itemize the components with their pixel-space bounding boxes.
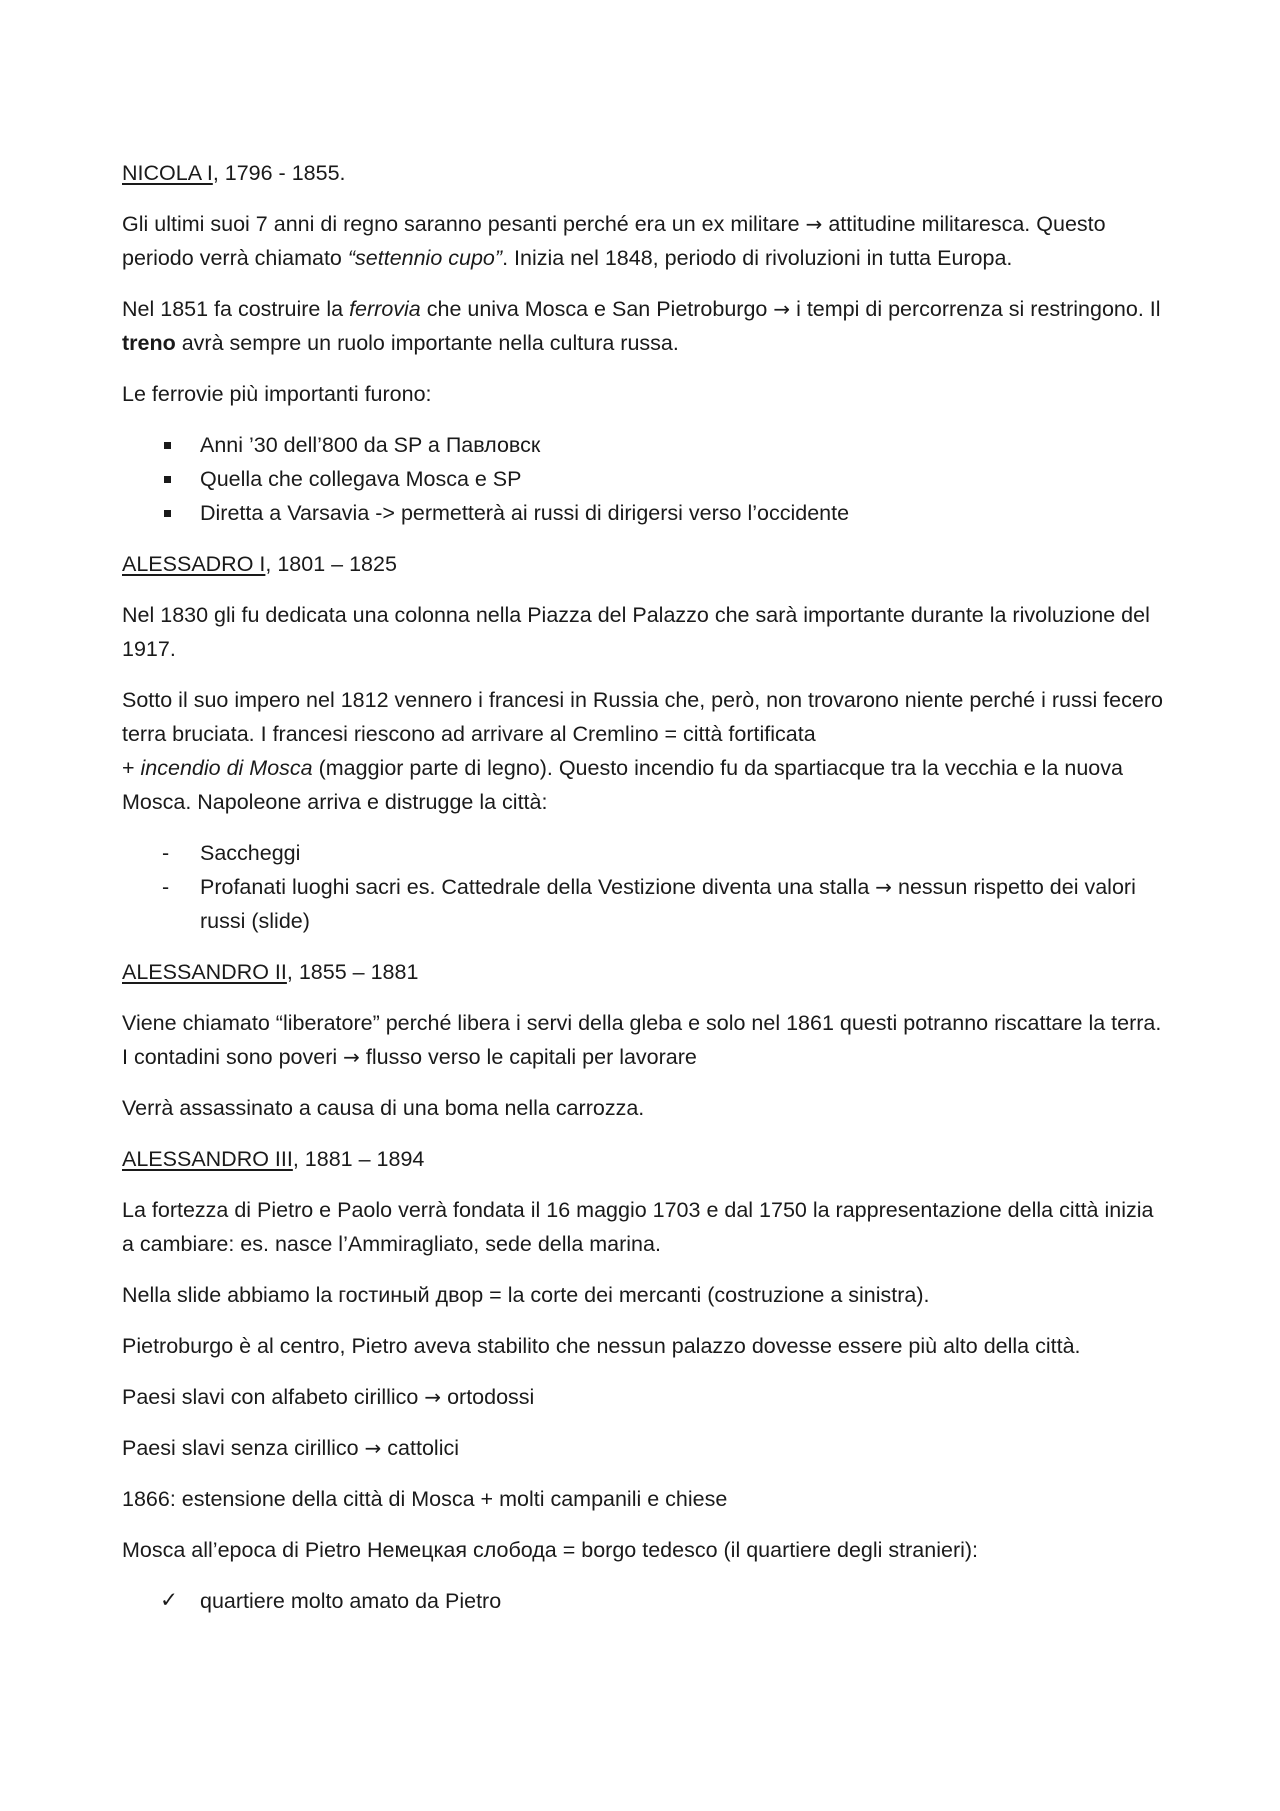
text: avrà sempre un ruolo importante nella cultura russa.: [175, 331, 679, 355]
list-item-text: nessun rispetto dei valori russi (slide): [200, 875, 1136, 933]
heading-name: ALESSADRO I: [122, 552, 266, 576]
paragraph-colonna: Nel 1830 gli fu dedicata una colonna nella Piazza del Palazzo che sarà importante durante la rivoluzione del 1917.: [122, 603, 1150, 661]
list-item: [122, 428, 1167, 462]
napoleon-list: [122, 836, 1167, 938]
text: Paesi slavi con alfabeto cirillico: [122, 1385, 425, 1409]
list-item-text: Anni ’30 dell’800 da SP a Павловск: [200, 433, 541, 457]
paragraph-nemeckaya: Mosca all’epoca di Pietro Немецкая слобода = borgo tedesco (il quartiere degli stranieri):: [122, 1538, 979, 1562]
text: Sotto il suo impero nel 1812 vennero i francesi in Russia che, però, non trovarono niente perché i russi fecero terra bruciata. I francesi riescono ad arrivare al Cremlino = città fortificata: [122, 688, 1163, 746]
text: cattolici: [381, 1436, 459, 1460]
arrow-right-icon: →: [424, 1385, 442, 1409]
italic-text: “settennio cupo”: [347, 246, 503, 270]
paragraph-cattolici: [122, 1431, 1167, 1465]
text: i tempi di percorrenza si restringono. Il: [790, 297, 1161, 321]
paragraph-1866: 1866: estensione della città di Mosca + molti campanili e chiese: [122, 1487, 728, 1511]
paragraph-pietroburgo: Pietroburgo è al centro, Pietro aveva stabilito che nessun palazzo dovesse essere più alto della città.: [122, 1334, 1081, 1358]
check-list: [122, 1584, 1167, 1618]
arrow-right-icon: →: [364, 1436, 382, 1460]
list-item: [122, 462, 1167, 496]
heading-alessandro-2: [122, 955, 1167, 989]
list-item-text: Saccheggi: [200, 841, 301, 865]
paragraph-fortezza: La fortezza di Pietro e Paolo verrà fondata il 16 maggio 1703 e dal 1750 la rappresentazione della città inizia a cambiare: es. nasce l’Ammiragliato, sede della marina.: [122, 1198, 1154, 1256]
list-item-text: Profanati luoghi sacri es. Cattedrale della Vestizione diventa una stalla: [200, 875, 876, 899]
checkmark-icon: ✓: [160, 1588, 179, 1613]
list-item: [122, 496, 1167, 530]
heading-dates: , 1855 – 1881: [286, 960, 419, 984]
paragraph-ferrovia: [122, 292, 1167, 360]
heading-nicola-dates: , 1796 - 1855.: [212, 161, 346, 185]
railways-list: [122, 428, 1167, 530]
text: Viene chiamato “liberatore” perché libera i servi della gleba e solo nel 1861 questi potranno riscattare la terra. I contadini sono poveri: [122, 1011, 1162, 1069]
text: che univa Mosca e San Pietroburgo: [420, 297, 774, 321]
heading-nicola: [122, 156, 1167, 190]
text: attitudine militaresca. Questo periodo verrà chiamato: [122, 212, 1106, 270]
list-item: [122, 870, 1167, 938]
list-item: [122, 836, 1167, 870]
list-item-text: quartiere molto amato da Pietro: [200, 1589, 502, 1613]
italic-text: ferrovia: [349, 297, 421, 321]
italic-text: incendio di Mosca: [140, 756, 313, 780]
arrow-right-icon: →: [875, 875, 893, 899]
document-page: [122, 156, 1167, 1635]
dash-bullet: -: [162, 875, 170, 899]
paragraph-ortodossi: [122, 1380, 1167, 1414]
paragraph-gostiny-dvor: Nella slide abbiamo la гостиный двор = la corte dei mercanti (costruzione a sinistra).: [122, 1283, 930, 1307]
bold-text: treno: [122, 331, 176, 355]
square-bullet-icon: [164, 476, 171, 483]
list-item-text: Quella che collegava Mosca e SP: [200, 467, 522, 491]
heading-dates: , 1801 – 1825: [265, 552, 397, 576]
arrow-right-icon: →: [343, 1045, 360, 1069]
text: (maggior parte di legno). Questo incendio fu da spartiacque tra la vecchia e la nuova Mosca. Napoleone arriva e distrugge la città:: [122, 756, 1123, 814]
paragraph-liberatore: [122, 1006, 1167, 1074]
text: . Inizia nel 1848, periodo di rivoluzioni in tutta Europa.: [502, 246, 1013, 270]
text: ortodossi: [441, 1385, 535, 1409]
square-bullet-icon: [164, 442, 171, 449]
paragraph-assassinato: Verrà assassinato a causa di una boma nella carrozza.: [122, 1096, 645, 1120]
text: Nel 1851 fa costruire la: [122, 297, 350, 321]
square-bullet-icon: [164, 510, 171, 517]
text: Paesi slavi senza cirillico: [122, 1436, 365, 1460]
heading-nicola-name: NICOLA I: [122, 161, 213, 185]
arrow-right-icon: →: [805, 212, 823, 236]
text: flusso verso le capitali per lavorare: [359, 1045, 697, 1069]
list-item-text: Diretta a Varsavia -> permetterà ai russi di dirigersi verso l’occidente: [200, 501, 850, 525]
heading-name: ALESSANDRO III: [122, 1147, 293, 1171]
paragraph-settennio: [122, 207, 1167, 275]
dash-bullet: -: [162, 841, 170, 865]
text: +: [122, 756, 141, 780]
paragraph-ferrovie-intro: Le ferrovie più importanti furono:: [122, 382, 432, 406]
heading-alessandro-1: [122, 547, 1167, 581]
paragraph-francesi: [122, 683, 1167, 819]
arrow-right-icon: →: [773, 297, 791, 321]
heading-dates: , 1881 – 1894: [292, 1147, 425, 1171]
heading-alessandro-3: [122, 1142, 1167, 1176]
list-item: [122, 1584, 1167, 1618]
text: Gli ultimi suoi 7 anni di regno saranno pesanti perché era un ex militare: [122, 212, 806, 236]
heading-name: ALESSANDRO II: [122, 960, 287, 984]
